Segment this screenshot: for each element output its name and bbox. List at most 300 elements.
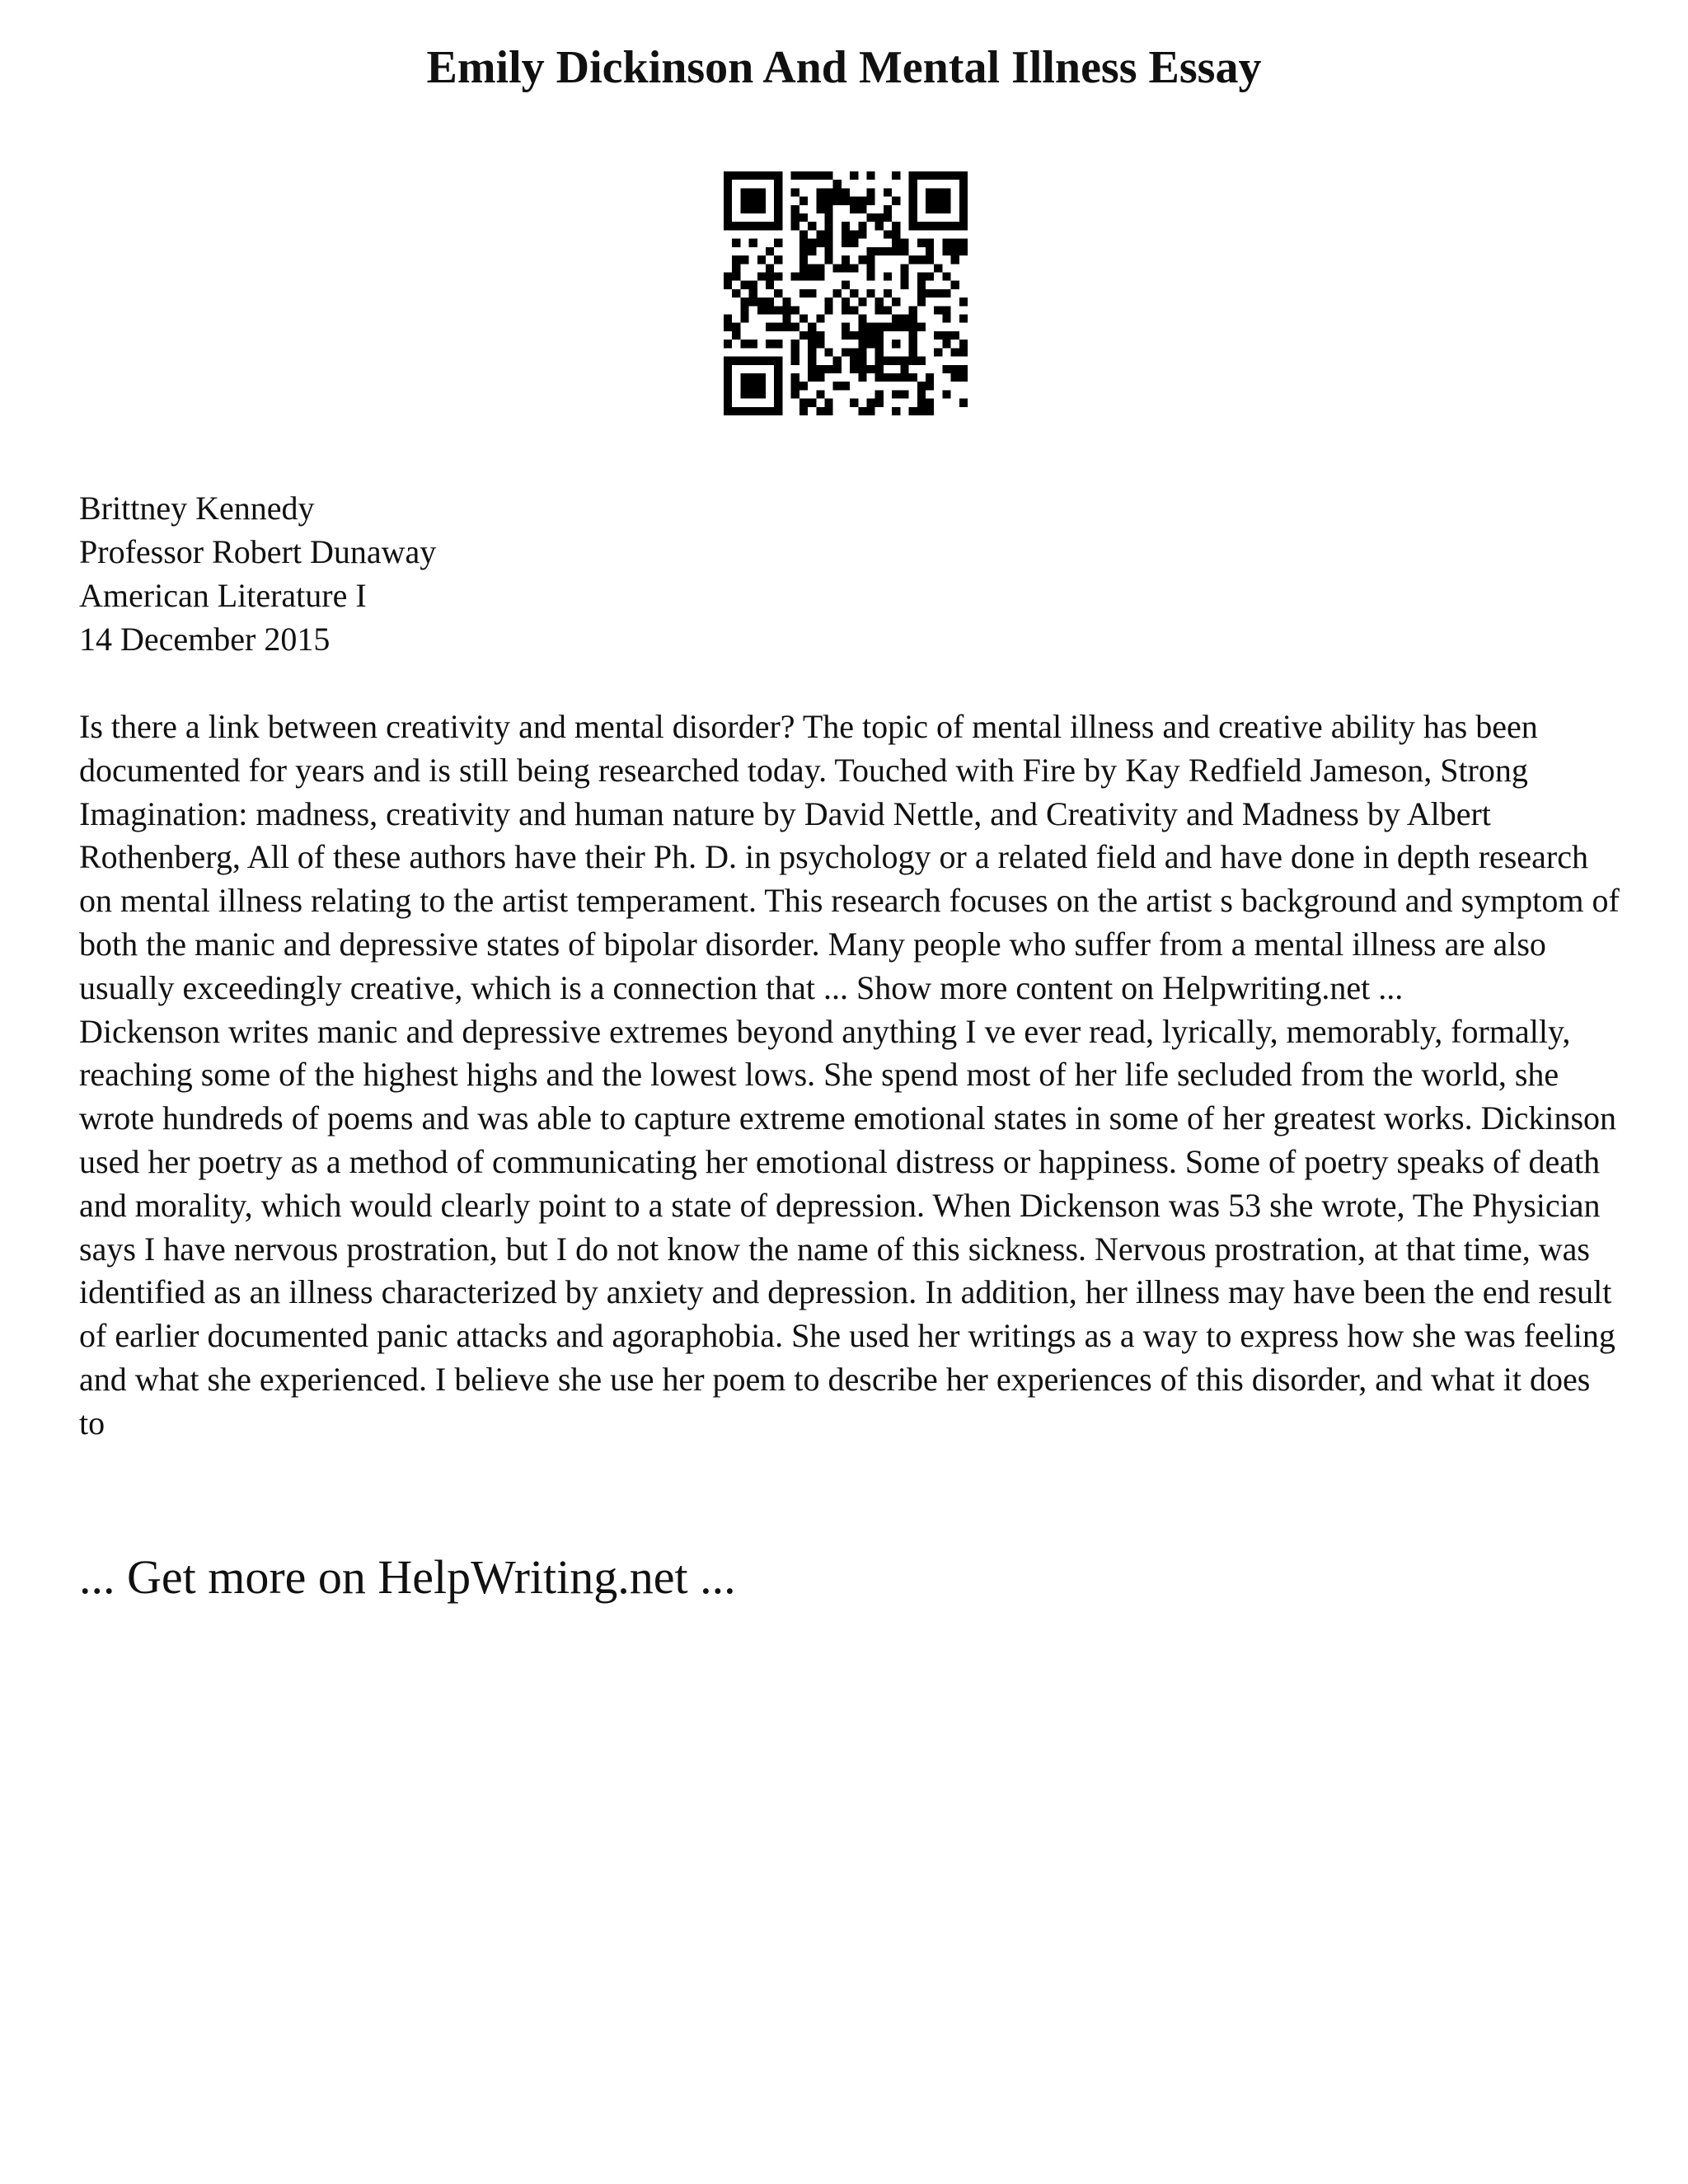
qr-module xyxy=(867,323,875,331)
header-block xyxy=(79,486,436,661)
qr-module xyxy=(884,247,892,255)
qr-module xyxy=(942,390,950,398)
qr-module xyxy=(732,264,740,272)
qr-module xyxy=(875,357,884,365)
qr-module xyxy=(816,239,824,247)
qr-module xyxy=(799,247,808,255)
qr-module xyxy=(774,357,782,365)
qr-module xyxy=(833,188,842,196)
qr-module xyxy=(959,315,968,323)
qr-module xyxy=(942,272,950,280)
qr-module xyxy=(766,281,774,289)
qr-module xyxy=(799,382,808,390)
qr-module xyxy=(732,239,740,247)
qr-module xyxy=(900,281,908,289)
qr-module xyxy=(799,315,808,323)
qr-module xyxy=(833,365,842,373)
qr-module xyxy=(724,197,732,205)
qr-module xyxy=(833,180,842,188)
qr-module xyxy=(724,281,732,289)
get-more-link[interactable]: ... Get more on HelpWriting.net ... xyxy=(79,1550,736,1604)
qr-module xyxy=(884,230,892,238)
qr-module xyxy=(724,222,732,230)
qr-module xyxy=(740,315,748,323)
qr-module xyxy=(749,373,757,382)
qr-module xyxy=(942,222,950,230)
qr-module xyxy=(740,205,748,213)
qr-module xyxy=(724,272,732,280)
qr-module xyxy=(900,315,908,323)
qr-module xyxy=(757,188,766,196)
qr-module xyxy=(799,407,808,415)
qr-module xyxy=(816,407,824,415)
qr-module xyxy=(942,205,950,213)
professor-name: Professor Robert Dunaway xyxy=(79,533,437,570)
qr-module xyxy=(749,222,757,230)
qr-module xyxy=(774,239,782,247)
qr-module xyxy=(892,340,900,348)
qr-module xyxy=(892,298,900,306)
qr-module xyxy=(942,171,950,180)
qr-module xyxy=(858,197,866,205)
qr-module xyxy=(858,298,866,306)
qr-module xyxy=(757,205,766,213)
qr-module xyxy=(842,331,850,340)
qr-module xyxy=(766,323,774,331)
qr-module xyxy=(774,171,782,180)
qr-module xyxy=(850,239,858,247)
qr-module xyxy=(942,239,950,247)
qr-module xyxy=(900,323,908,331)
qr-module xyxy=(892,357,900,365)
author-name: Brittney Kennedy xyxy=(79,490,315,527)
qr-module xyxy=(850,331,858,340)
qr-module xyxy=(909,197,917,205)
qr-module xyxy=(808,264,816,272)
qr-module xyxy=(740,298,748,306)
qr-module xyxy=(757,382,766,390)
qr-module xyxy=(808,365,816,373)
qr-module xyxy=(740,188,748,196)
qr-module xyxy=(926,255,934,264)
qr-module xyxy=(867,247,875,255)
qr-module xyxy=(766,340,774,348)
qr-module xyxy=(884,205,892,213)
qr-module xyxy=(867,272,875,280)
qr-module xyxy=(740,373,748,382)
qr-module xyxy=(791,357,799,365)
qr-module xyxy=(824,239,832,247)
qr-module xyxy=(892,315,900,323)
qr-module xyxy=(867,365,875,373)
qr-module xyxy=(875,213,884,222)
qr-module xyxy=(799,230,808,238)
qr-module xyxy=(942,306,950,314)
qr-module xyxy=(833,357,842,365)
qr-module xyxy=(858,331,866,340)
qr-module xyxy=(791,323,799,331)
qr-module xyxy=(766,272,774,280)
qr-module xyxy=(959,205,968,213)
qr-module xyxy=(959,188,968,196)
qr-module xyxy=(791,171,799,180)
qr-module xyxy=(766,407,774,415)
qr-module xyxy=(951,331,959,340)
qr-module xyxy=(774,222,782,230)
qr-module xyxy=(909,373,917,382)
qr-module xyxy=(884,306,892,314)
qr-module xyxy=(934,205,942,213)
qr-module xyxy=(892,247,900,255)
qr-module xyxy=(757,255,766,264)
qr-module xyxy=(959,365,968,373)
qr-module xyxy=(724,188,732,196)
qr-module xyxy=(884,289,892,298)
qr-module xyxy=(749,197,757,205)
qr-module xyxy=(867,255,875,264)
qr-module xyxy=(892,373,900,382)
qr-module xyxy=(816,264,824,272)
qr-module xyxy=(824,365,832,373)
qr-module xyxy=(824,399,832,407)
qr-module xyxy=(867,289,875,298)
qr-module xyxy=(884,323,892,331)
qr-module xyxy=(816,390,824,398)
qr-module xyxy=(842,382,850,390)
qr-module xyxy=(892,390,900,398)
qr-module xyxy=(757,298,766,306)
qr-module xyxy=(749,171,757,180)
qr-module xyxy=(934,188,942,196)
qr-module xyxy=(740,197,748,205)
qr-module xyxy=(824,197,832,205)
qr-module xyxy=(816,197,824,205)
qr-module xyxy=(799,289,808,298)
qr-module xyxy=(732,357,740,365)
qr-module xyxy=(816,230,824,238)
qr-module xyxy=(917,222,926,230)
qr-module xyxy=(724,205,732,213)
qr-module xyxy=(774,306,782,314)
qr-module xyxy=(732,272,740,280)
qr-module xyxy=(824,247,832,255)
qr-module xyxy=(942,289,950,298)
qr-module xyxy=(791,348,799,356)
qr-module xyxy=(799,197,808,205)
qr-module xyxy=(774,197,782,205)
qr-module xyxy=(774,399,782,407)
qr-module xyxy=(858,315,866,323)
qr-module xyxy=(850,230,858,238)
course-name: American Literature I xyxy=(79,577,367,614)
qr-module xyxy=(850,264,858,272)
qr-module xyxy=(959,340,968,348)
qr-module xyxy=(732,255,740,264)
qr-module xyxy=(799,171,808,180)
qr-module xyxy=(808,289,816,298)
qr-module xyxy=(858,340,866,348)
qr-module xyxy=(824,222,832,230)
qr-module xyxy=(799,239,808,247)
qr-module xyxy=(808,357,816,365)
qr-module xyxy=(749,239,757,247)
qr-module xyxy=(816,340,824,348)
qr-module xyxy=(740,382,748,390)
qr-module xyxy=(917,239,926,247)
qr-module xyxy=(900,264,908,272)
qr-module xyxy=(942,340,950,348)
qr-module xyxy=(724,315,732,323)
qr-module xyxy=(740,222,748,230)
qr-module xyxy=(842,281,850,289)
qr-module xyxy=(934,306,942,314)
qr-module xyxy=(926,247,934,255)
qr-module xyxy=(951,348,959,356)
qr-module xyxy=(951,373,959,382)
qr-module xyxy=(842,306,850,314)
qr-module xyxy=(959,197,968,205)
qr-module xyxy=(740,171,748,180)
qr-module xyxy=(724,180,732,188)
qr-module xyxy=(740,281,748,289)
qr-code[interactable] xyxy=(724,171,968,415)
qr-module xyxy=(808,348,816,356)
qr-module xyxy=(766,357,774,365)
qr-module xyxy=(959,222,968,230)
qr-module xyxy=(808,331,816,340)
qr-module xyxy=(858,357,866,365)
qr-module xyxy=(757,272,766,280)
qr-module xyxy=(850,171,858,180)
qr-module xyxy=(816,272,824,280)
qr-module xyxy=(808,340,816,348)
qr-module xyxy=(926,222,934,230)
qr-module xyxy=(934,197,942,205)
qr-module xyxy=(909,205,917,213)
qr-module xyxy=(951,365,959,373)
qr-module xyxy=(749,340,757,348)
qr-module xyxy=(724,390,732,398)
qr-module xyxy=(900,247,908,255)
qr-module xyxy=(926,171,934,180)
qr-module xyxy=(740,306,748,314)
qr-module xyxy=(909,180,917,188)
qr-module xyxy=(724,213,732,222)
qr-module xyxy=(850,348,858,356)
qr-module xyxy=(951,255,959,264)
qr-module xyxy=(959,171,968,180)
qr-module xyxy=(824,230,832,238)
qr-module xyxy=(875,399,884,407)
qr-module xyxy=(791,272,799,280)
qr-module xyxy=(808,222,816,230)
qr-module xyxy=(942,315,950,323)
qr-module xyxy=(909,213,917,222)
qr-module xyxy=(842,264,850,272)
qr-module xyxy=(842,298,850,306)
qr-module xyxy=(749,298,757,306)
qr-module xyxy=(909,222,917,230)
qr-module xyxy=(808,272,816,280)
qr-module xyxy=(724,407,732,415)
qr-module xyxy=(816,373,824,382)
qr-module xyxy=(875,323,884,331)
qr-module xyxy=(900,272,908,280)
qr-module xyxy=(732,331,740,340)
qr-module xyxy=(858,407,866,415)
qr-module xyxy=(959,298,968,306)
qr-module xyxy=(749,205,757,213)
qr-module xyxy=(850,357,858,365)
qr-module xyxy=(766,298,774,306)
qr-module xyxy=(926,289,934,298)
qr-module xyxy=(850,289,858,298)
qr-module xyxy=(824,407,832,415)
qr-module xyxy=(900,239,908,247)
qr-module xyxy=(842,348,850,356)
qr-module xyxy=(766,247,774,255)
qr-module xyxy=(799,255,808,264)
qr-module xyxy=(900,390,908,398)
qr-module xyxy=(749,382,757,390)
qr-module xyxy=(791,306,799,314)
qr-module xyxy=(884,213,892,222)
qr-module xyxy=(951,222,959,230)
qr-module xyxy=(732,171,740,180)
qr-module xyxy=(816,315,824,323)
qr-module xyxy=(782,298,790,306)
qr-module xyxy=(858,222,866,230)
qr-module xyxy=(934,289,942,298)
qr-module xyxy=(892,323,900,331)
qr-module xyxy=(782,323,790,331)
qr-module xyxy=(833,289,842,298)
qr-module xyxy=(842,197,850,205)
qr-module xyxy=(791,373,799,382)
qr-module xyxy=(917,382,926,390)
qr-module xyxy=(774,180,782,188)
qr-module xyxy=(942,188,950,196)
qr-module xyxy=(724,399,732,407)
qr-module xyxy=(782,315,790,323)
qr-module xyxy=(842,222,850,230)
qr-module xyxy=(867,188,875,196)
qr-module xyxy=(959,213,968,222)
qr-module xyxy=(774,373,782,382)
qr-module xyxy=(842,255,850,264)
qr-module xyxy=(850,399,858,407)
qr-module xyxy=(867,331,875,340)
qr-module xyxy=(833,197,842,205)
qr-module xyxy=(833,264,842,272)
qr-module xyxy=(749,407,757,415)
qr-module xyxy=(724,171,732,180)
qr-module xyxy=(842,323,850,331)
qr-module xyxy=(875,298,884,306)
qr-module xyxy=(791,390,799,398)
qr-module xyxy=(749,281,757,289)
qr-module xyxy=(842,239,850,247)
paragraph-1: Is there a link between creativity and mental disorder? The topic of mental illness and creative ability has been documented for years and is still being researched today. Touched with Fire by Kay Redfield Jameson, Strong Imagination: madness, creativity and human nature by David Nettle, and Creativity and Madness by Albert Rothenberg, All of these authors have their Ph. D. in psychology or a related field and have done in depth research on mental illness relating to the artist temperament. This research focuses on the artist s background and symptom of both the manic and depressive states of bipolar disorder. Many people who suffer from a mental illness are also usually exceedingly creative, which is a connection that ... Show more content on Helpwriting.net ... xyxy=(79,708,1620,1006)
qr-module xyxy=(724,340,732,348)
qr-module xyxy=(892,407,900,415)
qr-module xyxy=(951,247,959,255)
qr-module xyxy=(867,407,875,415)
qr-module xyxy=(858,323,866,331)
qr-module xyxy=(757,306,766,314)
qr-module xyxy=(824,171,832,180)
qr-module xyxy=(724,323,732,331)
qr-module xyxy=(791,188,799,196)
essay-body xyxy=(79,705,1620,1446)
qr-module xyxy=(934,222,942,230)
qr-module xyxy=(917,407,926,415)
qr-module xyxy=(917,390,926,398)
paragraph-2: Dickenson writes manic and depressive extremes beyond anything I ve ever read, lyrically, memorably, formally, reaching some of the highest highs and the lowest lows. She spend most of her life secluded from the world, she wrote hundreds of poems and was able to capture extreme emotional states in some of her greatest works. Dickinson used her poetry as a method of communicating her emotional distress or happiness. Some of poetry speaks of death and morality, which would clearly point to a state of depression. When Dickenson was 53 she wrote, The Physician says I have nervous prostration, but I do not know the name of this sickness. Nervous prostration, at that time, was identified as an illness characterized by anxiety and depression. In addition, her illness may have been the end result of earlier documented panic attacks and agoraphobia. She used her writings as a way to express how she was feeling and what she experienced. I believe she use her poem to describe her experiences of this disorder, and what it does to xyxy=(79,1012,1617,1441)
qr-module xyxy=(942,197,950,205)
qr-module xyxy=(774,205,782,213)
qr-module xyxy=(900,365,908,373)
qr-module xyxy=(884,373,892,382)
qr-module xyxy=(909,188,917,196)
qr-module xyxy=(909,315,917,323)
qr-module xyxy=(867,197,875,205)
qr-module xyxy=(791,222,799,230)
qr-module xyxy=(791,340,799,348)
qr-module xyxy=(917,289,926,298)
qr-module xyxy=(808,399,816,407)
qr-module xyxy=(909,171,917,180)
qr-module xyxy=(909,331,917,340)
qr-module xyxy=(774,188,782,196)
qr-module xyxy=(917,272,926,280)
qr-module xyxy=(791,213,799,222)
qr-module xyxy=(926,197,934,205)
qr-module xyxy=(824,298,832,306)
qr-module xyxy=(867,171,875,180)
qr-module xyxy=(909,357,917,365)
qr-module xyxy=(858,205,866,213)
qr-module xyxy=(740,357,748,365)
qr-module xyxy=(724,373,732,382)
qr-module xyxy=(926,239,934,247)
qr-module xyxy=(724,365,732,373)
qr-module xyxy=(791,205,799,213)
qr-module xyxy=(917,298,926,306)
qr-module xyxy=(824,188,832,196)
qr-module xyxy=(867,213,875,222)
qr-module xyxy=(909,323,917,331)
qr-module xyxy=(892,230,900,238)
qr-module xyxy=(926,382,934,390)
qr-module xyxy=(766,264,774,272)
qr-module xyxy=(926,399,934,407)
qr-module xyxy=(732,222,740,230)
qr-module xyxy=(766,306,774,314)
qr-module xyxy=(917,399,926,407)
qr-module xyxy=(824,306,832,314)
qr-module xyxy=(934,348,942,356)
document-title: Emily Dickinson And Mental Illness Essay xyxy=(426,42,1262,93)
qr-module xyxy=(816,365,824,373)
qr-module xyxy=(951,171,959,180)
qr-module xyxy=(774,390,782,398)
qr-module xyxy=(959,348,968,356)
qr-module xyxy=(867,399,875,407)
qr-module xyxy=(959,239,968,247)
qr-module xyxy=(926,407,934,415)
qr-module xyxy=(875,365,884,373)
